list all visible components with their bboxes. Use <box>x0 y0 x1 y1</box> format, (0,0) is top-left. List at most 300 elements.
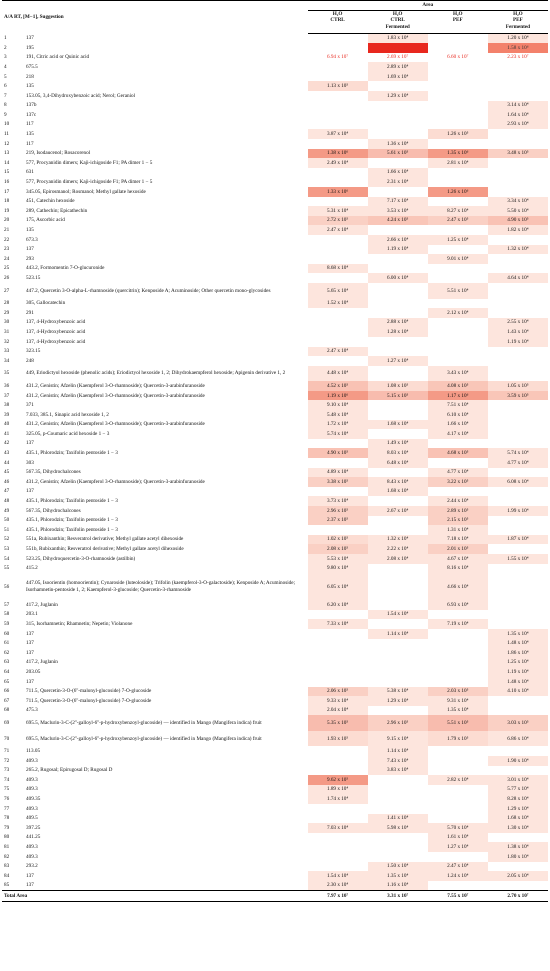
area-value-cell: 3.73 x 10⁴ <box>308 496 368 506</box>
table-row <box>2 177 548 187</box>
row-number: 64 <box>4 668 10 675</box>
area-value-cell <box>428 458 488 468</box>
area-value-cell <box>428 766 488 776</box>
area-value-cell <box>368 158 428 168</box>
table-row <box>2 110 548 120</box>
area-value-cell <box>368 573 428 600</box>
area-value-cell <box>428 168 488 178</box>
area-value-cell: 1.16 x 10⁴ <box>368 881 428 891</box>
area-value-cell <box>428 81 488 91</box>
area-value-cell: 1.19 x 10⁴ <box>488 337 548 347</box>
table-row <box>2 573 548 600</box>
area-value-cell: 7.43 x 10⁴ <box>368 756 428 766</box>
area-value-cell <box>488 235 548 245</box>
area-value-cell: 9.62 x 10⁵ <box>308 775 368 785</box>
area-value-cell <box>368 337 428 347</box>
area-value-cell: 2.69 x 10⁷ <box>387 54 409 61</box>
area-value-cell: 3.14 x 10⁴ <box>488 101 548 111</box>
table-row <box>2 101 548 111</box>
area-value-cell: 8.43 x 10⁴ <box>368 477 428 487</box>
table-row <box>2 458 548 468</box>
area-value-cell <box>368 842 428 852</box>
table-row <box>2 283 548 299</box>
area-value-cell: 6.00 x 10⁴ <box>368 273 428 283</box>
area-value-cell: 2.88 x 10⁴ <box>368 318 428 328</box>
area-value-cell <box>368 308 428 318</box>
area-value-cell: 1.41 x 10⁴ <box>368 814 428 824</box>
area-value-cell <box>308 101 368 111</box>
row-number: 70 <box>4 735 10 742</box>
table-row <box>2 429 548 439</box>
area-value-cell <box>428 197 488 207</box>
compound-suggestion: 417.2, Juglanin <box>26 659 58 666</box>
compound-suggestion: 191, Citric acid or Quinic acid <box>26 54 90 61</box>
row-number: 60 <box>4 630 10 637</box>
compound-suggestion: 431.2, Genistin; Afzelin (Kaempferol 3-O-rhamnoside); Quercetin-3-arabinfuranoside <box>26 421 205 428</box>
area-value-cell <box>488 610 548 620</box>
area-value-cell <box>428 110 488 120</box>
area-value-cell <box>308 862 368 872</box>
area-value-cell <box>368 794 428 804</box>
area-value-cell <box>488 400 548 410</box>
compound-suggestion: 137 <box>26 246 34 253</box>
area-value-cell: 2.47 x 10⁴ <box>428 862 488 872</box>
table-row <box>2 410 548 420</box>
area-value-cell <box>368 264 428 274</box>
area-value-cell: 5.51 x 10⁵ <box>428 715 488 731</box>
compound-suggestion: 435.1, Phlorodzin; Taxifolin pentoside 1 − 3 <box>26 450 118 457</box>
area-value-cell <box>308 648 368 658</box>
area-value-cell: 1.36 x 10⁴ <box>368 139 428 149</box>
area-value-cell: 2.05 x 10⁴ <box>488 871 548 881</box>
compound-suggestion: 409.3 <box>26 853 38 860</box>
area-value-cell: 6.86 x 10⁴ <box>488 731 548 747</box>
row-number: 16 <box>4 179 10 186</box>
row-number: 75 <box>4 786 10 793</box>
table-row <box>2 391 548 401</box>
area-value-cell <box>428 629 488 639</box>
table-row <box>2 766 548 776</box>
area-value-cell: 2.55 x 10⁴ <box>488 318 548 328</box>
row-number: 59 <box>4 620 10 627</box>
area-value-cell <box>308 439 368 449</box>
table-row <box>2 881 548 891</box>
area-value-cell <box>368 187 428 197</box>
area-value-cell: 1.72 x 10⁴ <box>308 420 368 430</box>
area-value-cell: 5.70 x 10⁴ <box>428 823 488 833</box>
table-row <box>2 506 548 516</box>
area-value-cell <box>308 177 368 187</box>
area-value-cell: 1.26 x 10⁶ <box>428 187 488 197</box>
row-number: 38 <box>4 402 10 409</box>
area-value-cell <box>428 318 488 328</box>
area-value-cell: 1.52 x 10⁴ <box>308 299 368 309</box>
row-number: 51 <box>4 526 10 533</box>
area-value-cell <box>488 525 548 535</box>
area-value-cell: 4.64 x 10⁴ <box>488 273 548 283</box>
table-row <box>2 381 548 391</box>
area-value-cell: 1.68 x 10⁴ <box>368 487 428 497</box>
area-value-cell: 4.48 x 10⁴ <box>308 366 368 382</box>
area-value-cell: 1.24 x 10⁴ <box>428 871 488 881</box>
area-value-cell <box>428 245 488 255</box>
table-row <box>2 610 548 620</box>
row-number: 79 <box>4 824 10 831</box>
area-value-cell: 8.03 x 10⁴ <box>368 448 428 458</box>
area-value-cell: 1.17 x 10⁶ <box>428 391 488 401</box>
area-value-cell <box>428 881 488 891</box>
row-number: 62 <box>4 649 10 656</box>
row-number: 67 <box>4 697 10 704</box>
table-row <box>2 639 548 649</box>
table-row <box>2 833 548 843</box>
area-value-cell: 2.03 x 10⁵ <box>428 687 488 697</box>
area-value-cell: 9.01 x 10⁴ <box>428 254 488 264</box>
area-value-cell <box>488 62 548 72</box>
area-value-cell: 1.50 x 10⁴ <box>368 862 428 872</box>
compound-suggestion: 203.05 <box>26 668 41 675</box>
table-row <box>2 687 548 697</box>
area-value-cell <box>428 814 488 824</box>
area-value-cell <box>308 273 368 283</box>
column-header-2 <box>368 11 428 34</box>
area-value-cell: 5.38 x 10⁴ <box>368 687 428 697</box>
compound-suggestion: 325.05, p-Coumaric acid hexoside 1 − 3 <box>26 430 110 437</box>
area-value-cell: 1.08 x 10⁵ <box>368 381 428 391</box>
row-number: 28 <box>4 300 10 307</box>
area-value-cell: 2.93 x 10⁴ <box>488 120 548 130</box>
area-value-cell: 8.27 x 10⁴ <box>428 206 488 216</box>
table-row <box>2 347 548 357</box>
area-value-cell <box>488 187 548 197</box>
area-value-cell <box>308 610 368 620</box>
row-number: 40 <box>4 421 10 428</box>
area-value-cell: 1.49 x 10⁴ <box>368 439 428 449</box>
row-number: 71 <box>4 748 10 755</box>
area-value-cell <box>428 439 488 449</box>
table-row <box>2 400 548 410</box>
area-value-cell <box>428 101 488 111</box>
area-value-cell <box>428 337 488 347</box>
area-value-cell: 1.64 x 10⁴ <box>488 110 548 120</box>
area-value-cell <box>308 120 368 130</box>
column-header-line2: PEF <box>513 17 523 24</box>
row-number: 65 <box>4 678 10 685</box>
table-row <box>2 785 548 795</box>
table-row <box>2 245 548 255</box>
area-value-cell <box>488 299 548 309</box>
area-value-cell <box>428 487 488 497</box>
area-value-cell: 1.68 x 10⁴ <box>488 814 548 824</box>
area-value-cell <box>488 544 548 554</box>
row-number: 57 <box>4 601 10 608</box>
row-number: 2 <box>4 44 7 51</box>
row-number: 6 <box>4 83 7 90</box>
area-value-cell: 2.06 x 10⁵ <box>308 687 368 697</box>
column-header-line1: H₂O <box>452 11 463 17</box>
table-row <box>2 667 548 677</box>
compound-suggestion: 291 <box>26 309 34 316</box>
compound-suggestion: 137, 4-Hydroxybenzoic acid <box>26 319 86 326</box>
area-value-cell: 1.13 x 10⁵ <box>308 81 368 91</box>
table-row <box>2 525 548 535</box>
table-row <box>2 535 548 545</box>
area-value-cell <box>368 706 428 716</box>
area-value-cell: 1.19 x 10⁴ <box>488 667 548 677</box>
area-value-cell: 1.90 x 10⁴ <box>488 756 548 766</box>
area-value-cell: 1.33 x 10⁶ <box>308 187 368 197</box>
compound-suggestion: 137 <box>26 630 34 637</box>
row-number: 63 <box>4 659 10 666</box>
table-row <box>2 356 548 366</box>
compound-suggestion: 435.1, Phlorodzin; Taxifolin pentoside 1 − 3 <box>26 517 118 524</box>
area-value-cell: 4.08 x 10⁵ <box>428 381 488 391</box>
compound-suggestion: 137 <box>26 872 34 879</box>
compound-suggestion: 153.05, 3,4-Dihydroxybenzoic acid; Nerol; Geraniol <box>26 92 136 99</box>
area-value-cell <box>368 225 428 235</box>
row-number: 11 <box>4 131 9 138</box>
area-value-cell <box>308 766 368 776</box>
area-value-cell <box>368 468 428 478</box>
area-value-cell: 1.20 x 10⁴ <box>488 34 548 44</box>
row-number: 25 <box>4 265 10 272</box>
compound-suggestion: 523.25, Dihydroquercetin-3-O-rhamnoside (astilbin) <box>26 555 136 562</box>
compound-suggestion: 409.35 <box>26 796 41 803</box>
area-value-cell: 1.66 x 10⁴ <box>428 420 488 430</box>
table-row <box>2 648 548 658</box>
area-value-cell <box>308 842 368 852</box>
row-number: 53 <box>4 546 10 553</box>
area-value-cell: 2.89 x 10⁴ <box>368 62 428 72</box>
area-value-cell: 5.51 x 10⁴ <box>428 283 488 299</box>
compound-suggestion: 447.05, Isoorientin (homoorientin); Cynaroside (luteoloside); Trifolin (kaempferol-3-O-galactoside); Kenposide A; Acuminoside; Isorhamnetin-pentoside 1, 2; Kaempferol-3-glucoside; Quercetin-3-rhamnoside <box>26 580 296 593</box>
table-row <box>2 206 548 216</box>
row-number: 26 <box>4 274 10 281</box>
area-value-cell: 1.05 x 10⁵ <box>488 381 548 391</box>
table-row <box>2 149 548 159</box>
total-value: 7.97 x 10⁷ <box>308 890 368 901</box>
area-value-cell <box>368 525 428 535</box>
compound-suggestion: 289, Cathechin; Epicathechin <box>26 207 88 214</box>
compound-suggestion: 417.2, Juglanin <box>26 601 58 608</box>
area-value-cell: 2.96 x 10⁵ <box>368 715 428 731</box>
table-row <box>2 72 548 82</box>
row-number: 42 <box>4 440 10 447</box>
area-value-cell: 6.08 x 10⁴ <box>488 477 548 487</box>
compound-suggestion: 137, 4-Hydroxybenzoic acid <box>26 338 86 345</box>
area-value-cell <box>368 429 428 439</box>
area-value-cell <box>428 72 488 82</box>
area-value-cell: 2.08 x 10⁴ <box>368 554 428 564</box>
table-row <box>2 91 548 101</box>
area-value-cell <box>368 299 428 309</box>
row-number: 21 <box>4 227 10 234</box>
table-row <box>2 658 548 668</box>
area-value-cell: 7.19 x 10⁴ <box>428 619 488 629</box>
area-group-header: Area <box>308 1 548 11</box>
area-value-cell: 8.68 x 10⁴ <box>308 264 368 274</box>
area-value-cell: 1.35 x 10⁴ <box>428 706 488 716</box>
area-value-cell <box>308 525 368 535</box>
area-value-cell: 1.80 x 10⁴ <box>488 852 548 862</box>
area-value-cell <box>368 254 428 264</box>
area-value-cell: 9.33 x 10⁴ <box>308 696 368 706</box>
table-row <box>2 168 548 178</box>
compound-suggestion: 409.3 <box>26 805 38 812</box>
area-value-cell <box>488 439 548 449</box>
column-header-1 <box>308 11 368 34</box>
rt-column-header: A/A RT, [M−1], Suggestion <box>2 1 308 34</box>
row-number: 39 <box>4 411 10 418</box>
table-row <box>2 794 548 804</box>
area-value-cell: 1.58 x 10⁶ <box>488 43 548 53</box>
compound-suggestion: 7.033, 385.1, Sinapic acid hexoside 1, 2 <box>26 411 109 418</box>
compound-suggestion: 137 <box>26 649 34 656</box>
area-value-cell <box>308 197 368 207</box>
area-value-cell <box>428 91 488 101</box>
area-value-cell: 1.32 x 10⁴ <box>488 245 548 255</box>
area-value-cell: 1.55 x 10⁴ <box>488 554 548 564</box>
area-value-cell: 2.40 x 10⁷ <box>368 43 428 53</box>
table-row <box>2 53 548 63</box>
area-value-cell <box>428 225 488 235</box>
area-value-cell: 1.27 x 10⁴ <box>428 842 488 852</box>
row-number: 54 <box>4 555 10 562</box>
area-value-cell: 4.77 x 10⁴ <box>428 468 488 478</box>
total-label: Total Area <box>2 890 308 901</box>
compound-suggestion: 265.2, Rugosal; Epirugosal D; Rugosal D <box>26 767 113 774</box>
compound-suggestion: 415.2 <box>26 565 38 572</box>
area-value-cell: 1.29 x 10⁴ <box>368 91 428 101</box>
area-value-cell: 3.01 x 10⁴ <box>488 775 548 785</box>
compound-suggestion: 218 <box>26 73 34 80</box>
area-value-cell <box>488 410 548 420</box>
row-number: 56 <box>4 583 10 590</box>
area-value-cell <box>488 177 548 187</box>
area-value-cell <box>488 81 548 91</box>
compound-suggestion: 409.3 <box>26 776 38 783</box>
row-number: 17 <box>4 188 10 195</box>
compound-suggestion: 441.25 <box>26 834 41 841</box>
area-value-cell: 2.96 x 10⁵ <box>308 506 368 516</box>
table-row <box>2 235 548 245</box>
area-value-cell: 2.44 x 10⁴ <box>428 496 488 506</box>
compound-suggestion: 195 <box>26 44 34 51</box>
row-number: 34 <box>4 357 10 364</box>
row-number: 9 <box>4 111 7 118</box>
compound-suggestion: 219, Isodaucenol; Rosacorenol <box>26 150 91 157</box>
area-value-cell <box>488 496 548 506</box>
area-value-cell: 3.83 x 10⁴ <box>368 766 428 776</box>
compound-suggestion: 409.5 <box>26 815 38 822</box>
row-number: 1 <box>4 35 7 42</box>
table-row <box>2 756 548 766</box>
area-value-cell <box>488 600 548 610</box>
row-number: 41 <box>4 430 10 437</box>
area-value-cell <box>368 564 428 574</box>
area-value-cell: 3.87 x 10⁴ <box>308 129 368 139</box>
compound-suggestion: 137c <box>26 111 37 118</box>
area-value-cell <box>488 833 548 843</box>
table-row <box>2 337 548 347</box>
area-value-cell <box>488 487 548 497</box>
row-number: 73 <box>4 767 10 774</box>
table-row <box>2 804 548 814</box>
area-value-cell: 7.18 x 10⁴ <box>428 535 488 545</box>
compound-suggestion: 315, Isorhamnetin; Rhamnetin; Nepetin; Violanone <box>26 620 133 627</box>
area-value-cell: 1.99 x 10⁴ <box>488 506 548 516</box>
area-value-cell: 6.20 x 10⁴ <box>308 600 368 610</box>
area-value-cell <box>368 648 428 658</box>
area-value-cell: 1.79 x 10⁵ <box>428 731 488 747</box>
area-value-cell: 3.53 x 10⁴ <box>368 206 428 216</box>
area-value-cell: 2.30 x 10⁴ <box>308 881 368 891</box>
area-value-cell: 4.24 x 10⁵ <box>368 216 428 226</box>
area-value-cell <box>308 168 368 178</box>
area-value-cell <box>428 299 488 309</box>
row-number: 30 <box>4 319 10 326</box>
area-value-cell: 5.50 x 10⁴ <box>488 206 548 216</box>
compound-suggestion: 345.05, Epirosmanol; Rosmanol; Methyl gallate hexoside <box>26 188 146 195</box>
row-number: 35 <box>4 370 10 377</box>
area-value-cell: 7.17 x 10⁴ <box>368 197 428 207</box>
area-value-cell: 5.53 x 10⁴ <box>308 554 368 564</box>
area-value-cell: 1.69 x 10⁴ <box>368 72 428 82</box>
row-number: 74 <box>4 776 10 783</box>
area-value-cell: 9.80 x 10⁴ <box>308 564 368 574</box>
area-value-cell <box>488 72 548 82</box>
column-header-line1: H₂O <box>392 11 403 17</box>
area-value-cell <box>428 273 488 283</box>
table-row <box>2 496 548 506</box>
table-row <box>2 600 548 610</box>
area-value-cell <box>488 862 548 872</box>
area-value-cell: 7.51 x 10⁴ <box>428 400 488 410</box>
compound-suggestion: 137 <box>26 488 34 495</box>
compound-suggestion: 567.35, Dihydrochalcones <box>26 507 81 514</box>
area-value-cell: 7.33 x 10⁴ <box>308 619 368 629</box>
row-number: 68 <box>4 707 10 714</box>
table-row <box>2 731 548 747</box>
area-value-cell: 1.93 x 10⁵ <box>308 731 368 747</box>
area-value-cell: 4.90 x 10⁵ <box>308 448 368 458</box>
area-value-cell: 1.82 x 10⁴ <box>488 225 548 235</box>
area-value-cell <box>488 347 548 357</box>
table-row <box>2 477 548 487</box>
area-value-cell <box>308 356 368 366</box>
area-value-cell <box>368 667 428 677</box>
area-value-cell: 2.67 x 10⁴ <box>368 506 428 516</box>
area-value-cell: 1.35 x 10⁴ <box>368 871 428 881</box>
compound-suggestion: 435.1, Phlorodzin; Taxifolin pentoside 1 − 3 <box>26 498 118 505</box>
area-value-cell <box>428 177 488 187</box>
table-row <box>2 468 548 478</box>
area-value-cell <box>368 658 428 668</box>
table-row <box>2 366 548 382</box>
row-number: 83 <box>4 863 10 870</box>
table-row <box>2 629 548 639</box>
area-value-cell <box>308 318 368 328</box>
area-value-cell: 9.31 x 10⁴ <box>428 696 488 706</box>
area-value-cell: 1.66 x 10⁴ <box>368 168 428 178</box>
area-value-cell <box>308 245 368 255</box>
area-value-cell: 1.28 x 10⁴ <box>368 327 428 337</box>
area-value-cell: 2.47 x 10⁴ <box>308 225 368 235</box>
area-value-cell: 2.04 x 10⁴ <box>308 706 368 716</box>
area-value-cell <box>428 804 488 814</box>
area-value-cell: 4.68 x 10⁵ <box>428 448 488 458</box>
area-value-cell <box>488 356 548 366</box>
